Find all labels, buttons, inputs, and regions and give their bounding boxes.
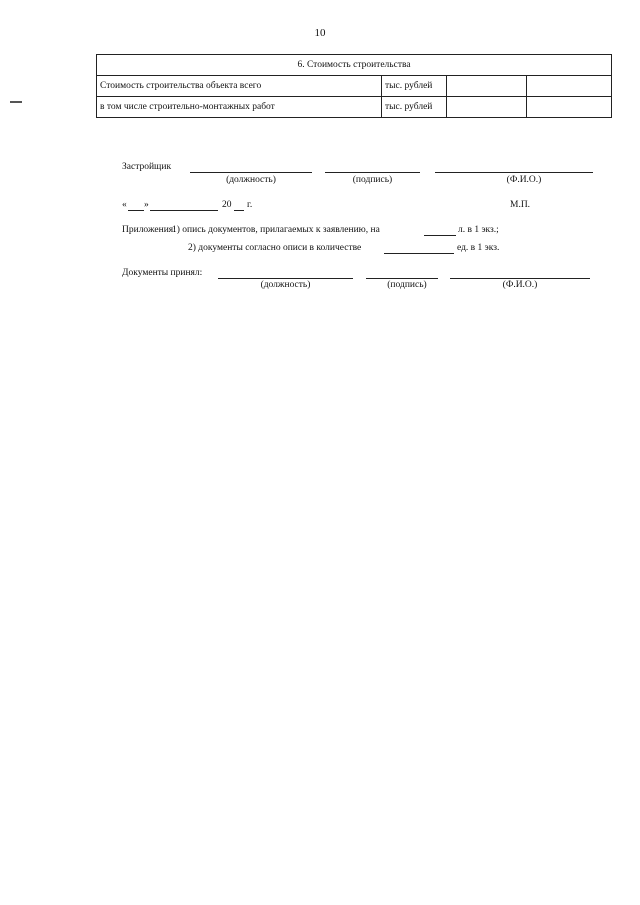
table-row (97, 97, 612, 118)
accepted-position-line[interactable] (218, 278, 353, 279)
date-year-suffix: г. (247, 200, 253, 210)
developer-label: Застройщик (122, 162, 172, 172)
date-month-line[interactable] (150, 210, 218, 211)
attachment-item-2: 2) документы согласно описи в количестве (188, 243, 362, 253)
caption-signature: (подпись) (387, 280, 427, 290)
row-value-cell[interactable] (447, 97, 527, 118)
date-quote-close: » (144, 200, 149, 210)
row-unit: тыс. рублей (382, 97, 447, 118)
attachment-item-1-suffix: л. в 1 экз.; (458, 225, 499, 235)
row-value-cell[interactable] (527, 76, 612, 97)
caption-name: (Ф.И.О.) (506, 175, 542, 185)
date-year-line[interactable] (234, 210, 244, 211)
construction-cost-table (96, 54, 612, 118)
accepted-label: Документы принял: (122, 268, 203, 278)
accepted-name-line[interactable] (450, 278, 590, 279)
row-unit: тыс. рублей (382, 76, 447, 97)
developer-name-line[interactable] (435, 172, 593, 173)
attachment-item-1: 1) опись документов, прилагаемых к заявлению, на (172, 225, 380, 235)
section-title: 6. Стоимость строительства (97, 55, 612, 76)
developer-signature-line[interactable] (325, 172, 420, 173)
caption-position: (должность) (260, 280, 311, 290)
margin-mark (10, 101, 22, 103)
attachments-label: Приложения: (122, 225, 176, 235)
caption-name: (Ф.И.О.) (502, 280, 538, 290)
page-number: 10 (314, 27, 326, 39)
attachment-pages-line[interactable] (424, 235, 456, 236)
date-quote-open: « (122, 200, 127, 210)
row-label: Стоимость строительства объекта всего (97, 76, 382, 97)
developer-position-line[interactable] (190, 172, 312, 173)
caption-position: (должность) (226, 175, 276, 185)
date-day-line[interactable] (128, 210, 144, 211)
date-year-prefix: 20 (222, 200, 232, 210)
attachment-item-2-suffix: ед. в 1 экз. (457, 243, 500, 253)
row-value-cell[interactable] (447, 76, 527, 97)
table-row (97, 76, 612, 97)
row-value-cell[interactable] (527, 97, 612, 118)
attachment-count-line[interactable] (384, 253, 454, 254)
seal-label: М.П. (510, 200, 531, 210)
row-label: в том числе строительно-монтажных работ (97, 97, 382, 118)
caption-signature: (подпись) (352, 175, 393, 185)
accepted-signature-line[interactable] (366, 278, 438, 279)
